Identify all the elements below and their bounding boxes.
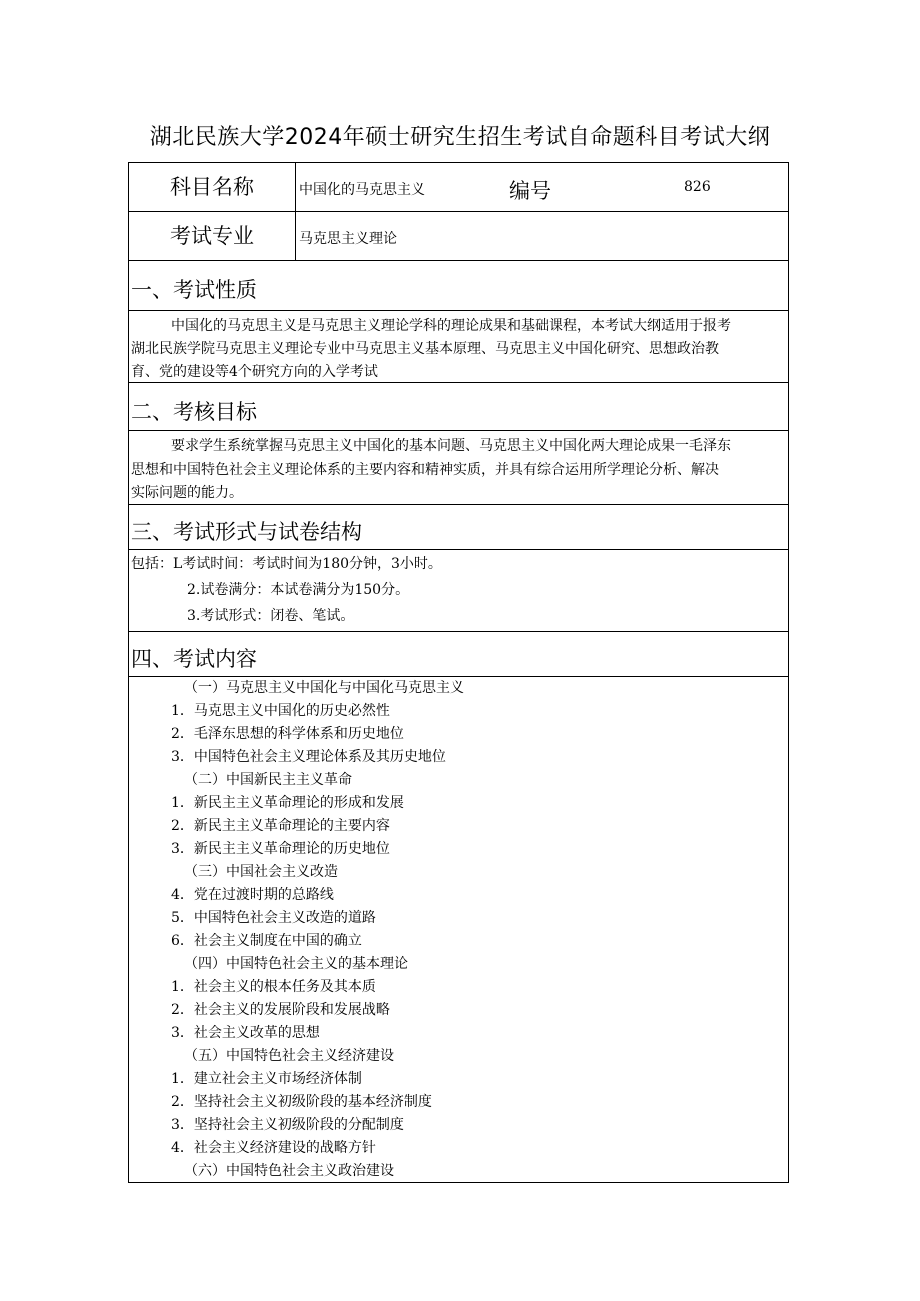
section-nature-heading: 一、考试性质 (131, 278, 257, 302)
content-item: 2．毛泽东思想的科学体系和历史地位 (171, 726, 404, 742)
nature-line: 中国化的马克思主义是马克思主义理论学科的理论成果和基础课程，本考试大纲适用于报考 (171, 318, 731, 334)
content-chapter: （四）中国特色社会主义的基本理论 (184, 956, 408, 972)
section-goals-heading: 二、考核目标 (131, 400, 257, 424)
content-chapter: （五）中国特色社会主义经济建设 (184, 1048, 394, 1064)
subject-name-label: 科目名称 (129, 163, 296, 211)
content-item: 2．社会主义的发展阶段和发展战略 (171, 1002, 390, 1018)
goals-line: 实际问题的能力。 (131, 485, 243, 501)
content-item: 5．中国特色社会主义改造的道路 (171, 910, 376, 926)
content-item: 4．社会主义经济建设的战略方针 (171, 1140, 376, 1156)
content-item: 2．新民主主义革命理论的主要内容 (171, 818, 390, 834)
content-item: 1．马克思主义中国化的历史必然性 (171, 703, 390, 719)
nature-line: 湖北民族学院马克思主义理论专业中马克思主义基本原理、马克思主义中国化研究、思想政治教 (131, 341, 719, 357)
outline-table (128, 162, 789, 1183)
subject-name-value: 中国化的马克思主义 (299, 182, 425, 198)
section-goals-heading-row (129, 383, 788, 431)
content-item: 1．建立社会主义市场经济体制 (171, 1071, 362, 1087)
subject-code-label: 编号 (509, 179, 551, 203)
format-line: 2.试卷满分：本试卷满分为150分。 (187, 582, 410, 598)
format-line: 包括：L考试时间：考试时间为180分钟，3小时。 (131, 556, 442, 572)
subject-code-value: 826 (684, 179, 711, 195)
goals-line: 思想和中国特色社会主义理论体系的主要内容和精神实质，并具有综合运用所学理论分析、解决 (131, 462, 719, 478)
content-chapter: （二）中国新民主主义革命 (184, 772, 352, 788)
content-item: 2．坚持社会主义初级阶段的基本经济制度 (171, 1094, 432, 1110)
content-chapter: （三）中国社会主义改造 (184, 864, 338, 880)
section-goals-body (129, 431, 788, 505)
exam-major-label: 考试专业 (129, 212, 296, 260)
content-item: 1．新民主主义革命理论的形成和发展 (171, 795, 404, 811)
content-item: 3．社会主义改革的思想 (171, 1025, 320, 1041)
page-title: 湖北民族大学2024年硕士研究生招生考试自命题科目考试大纲 (149, 125, 771, 150)
format-line: 3.考试形式：闭卷、笔试。 (187, 608, 355, 624)
section-format-body (129, 550, 788, 632)
content-item: 3．坚持社会主义初级阶段的分配制度 (171, 1117, 404, 1133)
content-item: 4．党在过渡时期的总路线 (171, 887, 334, 903)
content-item: 3．新民主主义革命理论的历史地位 (171, 841, 390, 857)
section-content-heading: 四、考试内容 (131, 647, 257, 671)
nature-line: 育、党的建设等4个研究方向的入学考试 (131, 364, 378, 380)
section-nature-heading-row (129, 261, 788, 311)
content-chapter: （六）中国特色社会主义政治建设 (184, 1163, 394, 1179)
content-item: 3．中国特色社会主义理论体系及其历史地位 (171, 749, 446, 765)
subject-name-row (129, 163, 788, 212)
exam-major-row (129, 212, 788, 261)
goals-line: 要求学生系统掌握马克思主义中国化的基本问题、马克思主义中国化两大理论成果一毛泽东 (171, 438, 731, 454)
section-format-heading-row (129, 505, 788, 550)
section-content-heading-row (129, 632, 788, 677)
section-format-heading: 三、考试形式与试卷结构 (131, 520, 362, 544)
content-item: 6．社会主义制度在中国的确立 (171, 933, 362, 949)
exam-major-value: 马克思主义理论 (299, 231, 397, 247)
section-nature-body (129, 311, 788, 383)
content-chapter: （一）马克思主义中国化与中国化马克思主义 (184, 680, 464, 696)
content-item: 1．社会主义的根本任务及其本质 (171, 979, 376, 995)
